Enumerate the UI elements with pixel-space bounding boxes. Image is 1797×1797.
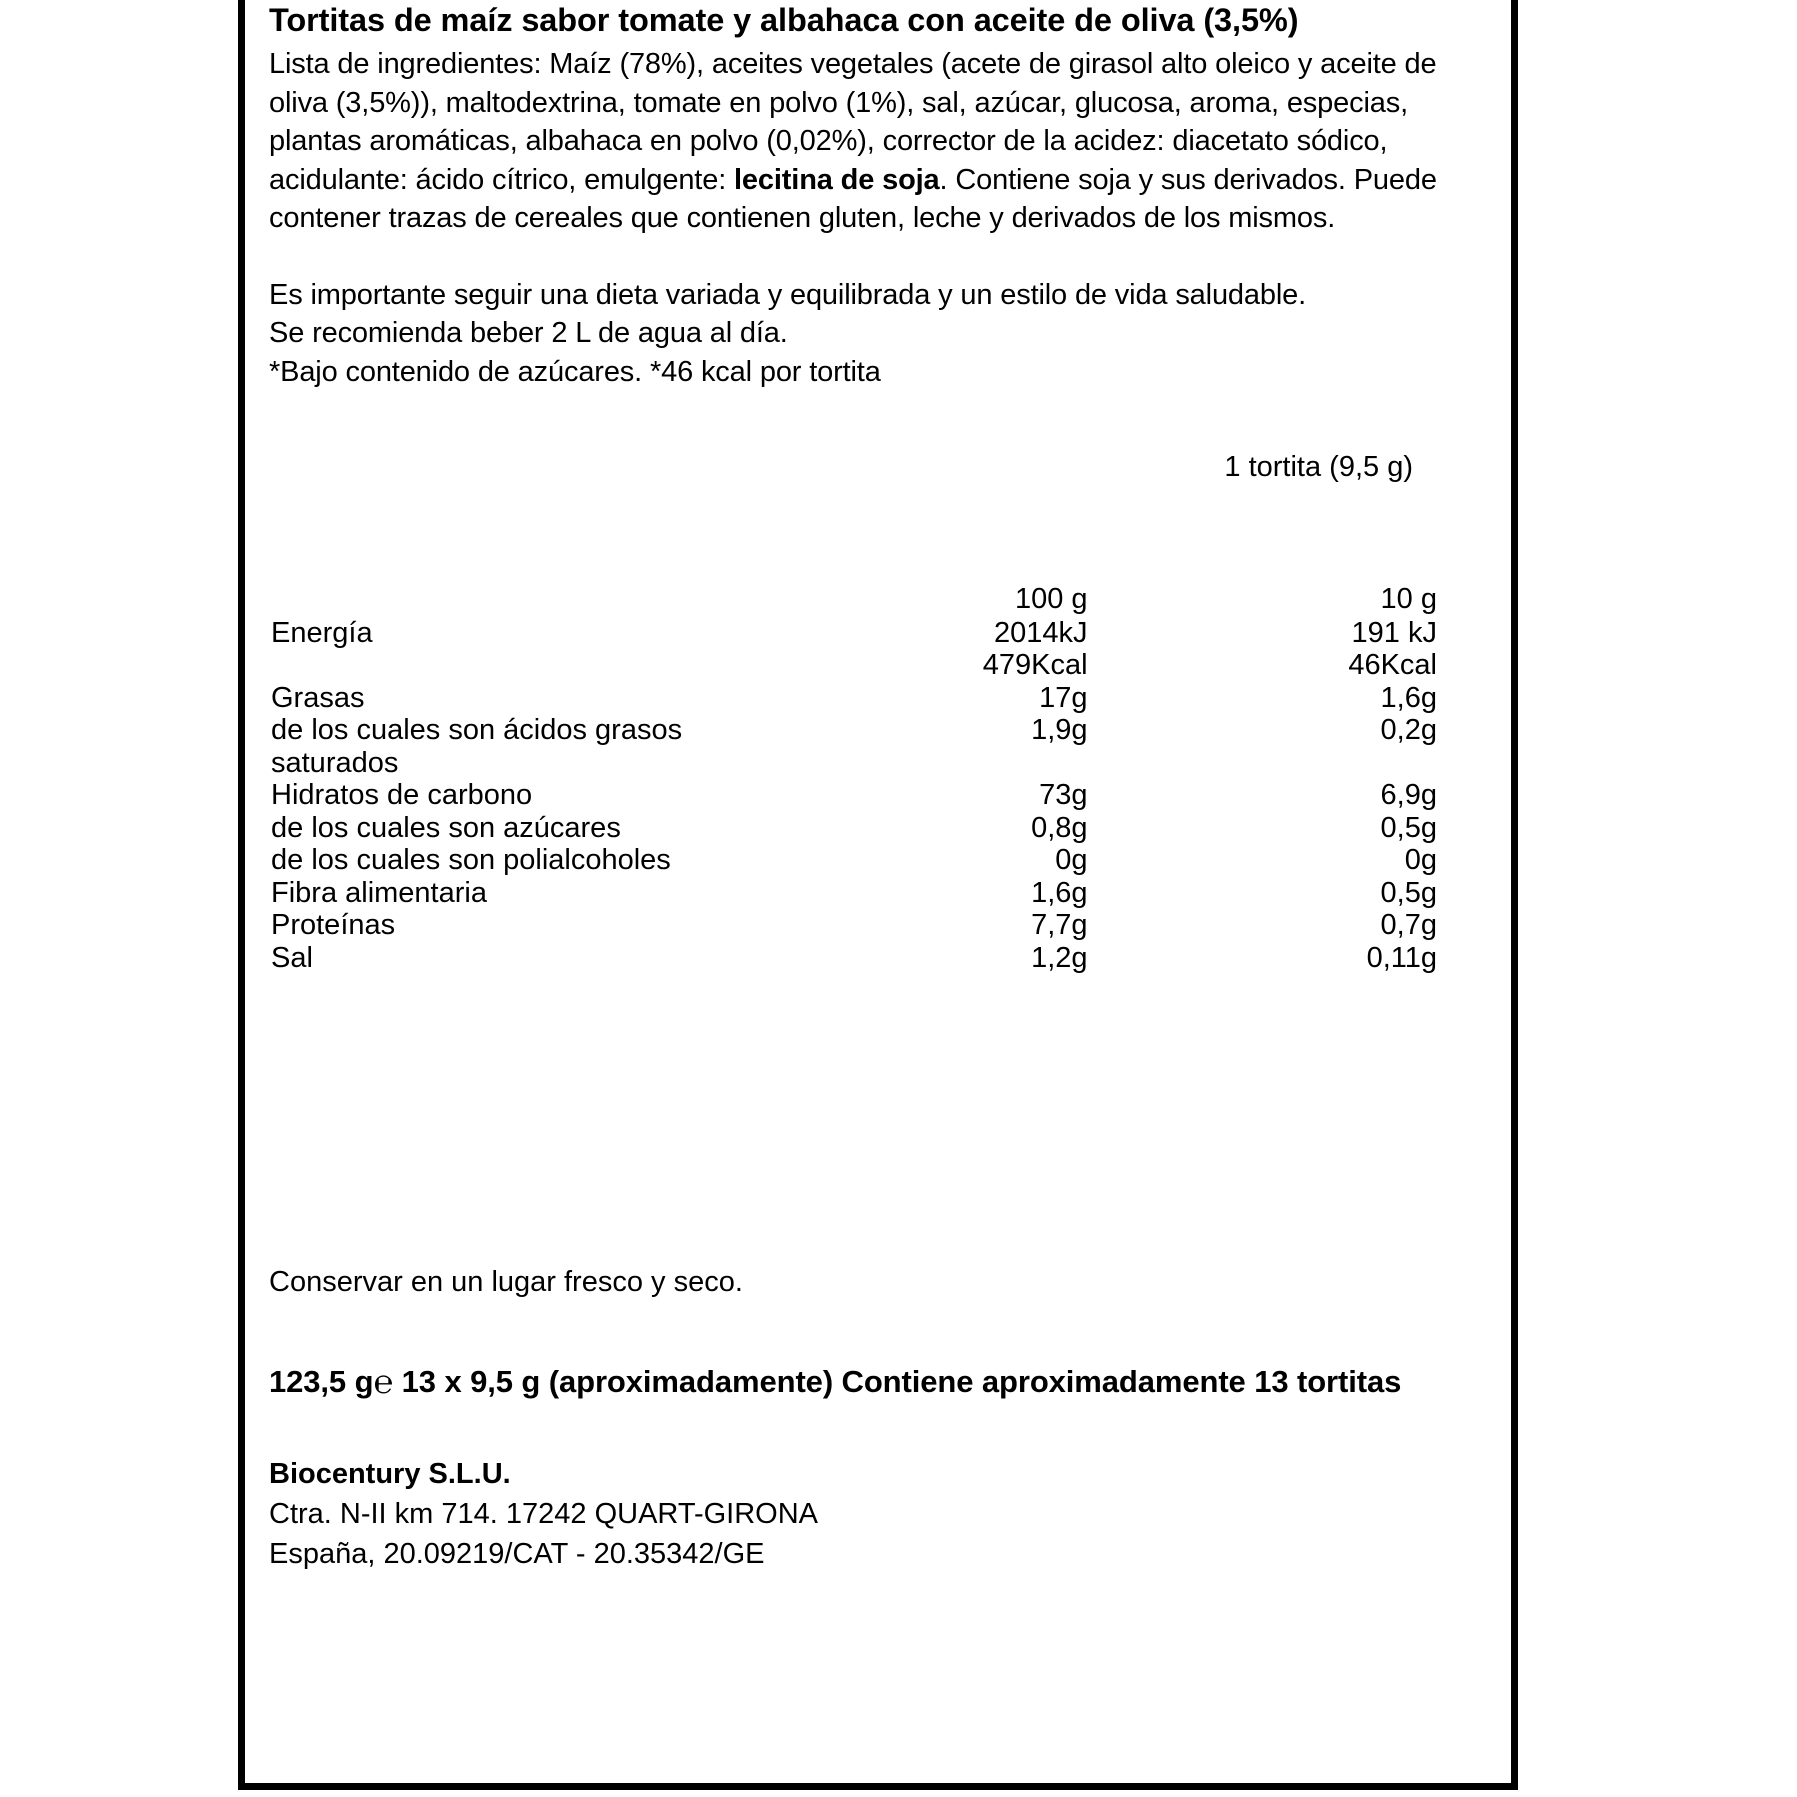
nutrient-label: Energía: [271, 616, 373, 649]
nutrient-value-100g: 2014kJ: [994, 616, 1088, 649]
nutrient-value-100g: 479Kcal: [982, 649, 1088, 681]
serving-size-label: 1 tortita (9,5 g): [1224, 451, 1413, 483]
label-content: [269, 0, 1495, 1574]
nutrition-facts-table: [269, 583, 1495, 974]
nutrient-value-serving: 0g: [1404, 844, 1437, 876]
nutrient-value-100g: 1,9g: [1031, 714, 1088, 746]
table-row: [269, 942, 1495, 975]
table-row: [269, 909, 1495, 942]
ingredients-suffix: . Contiene soja y sus derivados. Puede contener trazas de cereales que contienen gluten, leche y derivados de los mismos.: [269, 163, 1437, 234]
nutrient-label: Proteínas: [271, 909, 396, 941]
nutrition-header-blank: [269, 583, 779, 617]
table-row: [269, 714, 1495, 779]
nutrient-value-100g: 17g: [1039, 681, 1088, 714]
table-row: [269, 682, 1495, 715]
table-row: [269, 877, 1495, 910]
estimated-sign-icon: ℮: [373, 1363, 394, 1400]
nutrition-header-row: [269, 583, 1495, 617]
nutrient-value-serving: 0,11g: [1366, 941, 1437, 974]
nutrition-table-body: [269, 583, 1495, 974]
table-row: [269, 779, 1495, 812]
company-name: Biocentury S.L.U.: [269, 1458, 511, 1490]
ingredients-paragraph: [269, 45, 1484, 238]
company-info: [269, 1454, 1495, 1574]
nutrient-value-serving: 1,6g: [1380, 681, 1437, 714]
nutrient-label: Hidratos de carbono: [271, 779, 533, 811]
advice-spacer: [269, 238, 1495, 276]
nutrient-value-100g: 0g: [1055, 844, 1088, 876]
nutrient-value-100g: 7,7g: [1031, 909, 1088, 941]
page-title: Tortitas de maíz sabor tomate y albahaca con aceite de oliva (3,5%): [269, 2, 1299, 38]
advice-line-1: Es importante seguir una dieta variada y equilibrada y un estilo de vida saludable.: [269, 278, 1307, 311]
nutrient-label: [269, 649, 779, 682]
nutrient-label: de los cuales son azúcares: [271, 811, 621, 844]
nutrient-value-100g: 0,8g: [1031, 811, 1088, 844]
table-row: [269, 812, 1495, 845]
nutrient-label: de los cuales son ácidos grasos saturados: [271, 714, 683, 779]
table-row: [269, 649, 1495, 682]
nutrient-label: de los cuales son polialcoholes: [271, 844, 671, 876]
company-address: Ctra. N-II km 714. 17242 QUART-GIRONA: [269, 1498, 819, 1530]
net-weight-value: 123,5 g: [269, 1364, 374, 1399]
nutrient-value-serving: 0,7g: [1380, 909, 1437, 941]
advice-line-2: Se recomienda beber 2 L de agua al día.: [269, 317, 788, 349]
nutrient-value-serving: 0,5g: [1380, 811, 1437, 844]
nutrient-value-serving: 6,9g: [1380, 779, 1437, 811]
nutrient-value-100g: 1,6g: [1031, 876, 1088, 909]
nutrient-value-100g: 1,2g: [1031, 941, 1088, 974]
ingredients-prefix: Lista de ingredientes: Maíz (78%), aceites vegetales (acete de girasol alto oleico y aceite de oliva (3,5%)), maltodextrina, tomate en polvo (1%), sal, azúcar, glucosa, aroma, especias, plantas aromáticas, albahaca en polvo (0,02%), corrector de la acidez: diacetato sódico, acidulante: ácido cítrico, emulgente:: [269, 48, 1437, 196]
allergen-highlight: lecitina de soja: [734, 163, 940, 196]
nutrient-label: Fibra alimentaria: [271, 876, 487, 909]
nutrient-value-serving: 46Kcal: [1348, 649, 1437, 681]
column-header-10g: 10 g: [1380, 583, 1437, 615]
table-row: [269, 844, 1495, 877]
table-row: [269, 617, 1495, 650]
advice-line-3: *Bajo contenido de azúcares. *46 kcal por tortita: [269, 355, 881, 388]
nutrient-label: Sal: [271, 941, 313, 974]
nutrient-label: Grasas: [271, 681, 365, 714]
company-country-codes: España, 20.09219/CAT - 20.35342/GE: [269, 1538, 765, 1570]
nutrition-label-panel: [238, 0, 1518, 1790]
serving-header-row: [269, 449, 1495, 501]
nutrient-value-serving: 0,2g: [1380, 714, 1437, 746]
column-header-100g: 100 g: [1014, 583, 1088, 615]
nutrient-value-serving: 0,5g: [1380, 876, 1437, 909]
nutrient-value-serving: 191 kJ: [1351, 616, 1437, 649]
storage-note: Conservar en un lugar fresco y seco.: [269, 1266, 743, 1298]
nutrient-value-100g: 73g: [1039, 779, 1088, 811]
net-weight-line: [269, 1360, 1484, 1402]
net-weight-detail: 13 x 9,5 g (aproximadamente) Contiene aproximadamente 13 tortitas: [393, 1364, 1402, 1399]
